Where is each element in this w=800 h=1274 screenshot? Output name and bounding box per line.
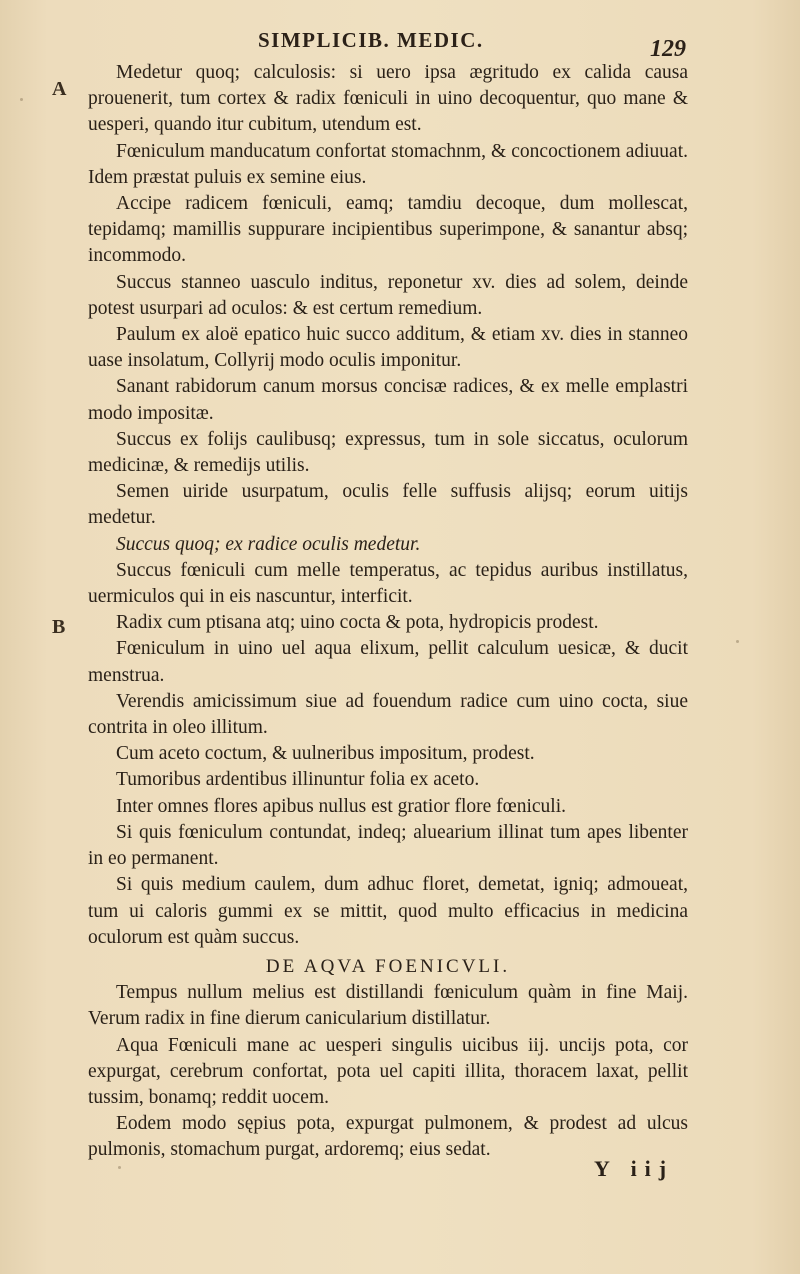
paper-speck	[118, 1166, 121, 1169]
paper-speck	[736, 640, 739, 643]
paragraph-16: Inter omnes flores apibus nullus est gratior flore fœniculi.	[116, 795, 567, 817]
paragraph-2: Fœniculum manducatum confortat stomachnm, & concoctionem adiuuat. Idem præstat puluis ex semine eius.	[88, 140, 688, 188]
paragraph-18: Si quis medium caulem, dum adhuc floret, demetat, igniq; admoueat, tum ui caloris gummi ex se mittit, quod multo efficacius in medicina oculorum est quàm succus.	[88, 874, 688, 948]
paragraph-11: Radix cum ptisana atq; uino cocta & pota, hydropicis prodest.	[116, 612, 599, 634]
paragraph-6: Sanant rabidorum canum morsus concisæ radices, & ex melle emplastri modo impositæ.	[88, 376, 688, 424]
body-text	[88, 60, 688, 1164]
paragraph-1: Medetur quoq; calculosis: si uero ipsa ægritudo ex calida causa prouenerit, tum cortex & radix fœniculi in uino decoquentur, quo mane & uesperi, quando itur cubitum, utendum est.	[88, 62, 688, 136]
margin-marker-b: B	[52, 616, 66, 638]
paragraph-7: Succus ex folijs caulibusq; expressus, tum in sole siccatus, oculorum medicinæ, & remedijs utilis.	[88, 428, 688, 477]
page-footer	[0, 1156, 800, 1196]
paragraph-10: Succus fœniculi cum melle temperatus, ac tepidus auribus instillatus, uermiculos qui in eis nascuntur, interficit.	[88, 559, 688, 608]
paragraph-17: Si quis fœniculum contundat, indeq; aluearium illinat tum apes libenter in eo permanent.	[88, 821, 688, 870]
paragraph-3: Accipe radicem fœniculi, eamq; tamdiu decoque, dum mollescat, tepidamq; mamillis suppurare incipientibus superimpone, & sanantur absq; incommodo.	[88, 193, 688, 267]
paragraph-14: Cum aceto coctum, & uulneribus impositum, prodest.	[116, 743, 535, 765]
paragraph-20: Aqua Fœniculi mane ac uesperi singulis uicibus iij. uncijs pota, cor expurgat, cerebrum confortat, pota uel capiti illita, thoracem laxat, pellit tussim, bonamq; reddit uocem.	[88, 1034, 688, 1108]
margin-marker-a: A	[52, 78, 67, 100]
page-number: 129	[650, 36, 686, 62]
paragraph-9: Succus quoq; ex radice oculis medetur.	[116, 533, 421, 555]
paper-speck	[20, 98, 23, 101]
paragraph-5: Paulum ex aloë epatico huic succo additum, & etiam xv. dies in stanneo uase insolatum, Collyrij modo oculis imponitur.	[88, 324, 688, 372]
paragraph-8: Semen uiride usurpatum, oculis felle suffusis alijsq; eorum uitijs medetur.	[88, 481, 688, 529]
page-header	[0, 22, 800, 62]
paragraph-12: Fœniculum in uino uel aqua elixum, pellit calculum uesicæ, & ducit menstrua.	[88, 638, 688, 686]
paragraph-13: Verendis amicissimum siue ad fouendum radice cum uino cocta, siue contrita in oleo illitum.	[88, 690, 688, 739]
signature-mark: Y iij	[594, 1156, 675, 1181]
running-head: SIMPLICIB. MEDIC.	[258, 28, 484, 52]
section-heading: DE AQVA FOENICVLI.	[265, 955, 511, 977]
paragraph-15: Tumoribus ardentibus illinuntur folia ex aceto.	[116, 769, 480, 791]
paragraph-4: Succus stanneo uasculo inditus, reponetur xv. dies ad solem, deinde potest usurpari ad oculos: & est certum remedium.	[88, 271, 688, 319]
paragraph-19: Tempus nullum melius est distillandi fœniculum quàm in fine Maij. Verum radix in fine dierum canicularium distillatur.	[88, 982, 688, 1030]
paragraph-21: Eodem modo sępius pota, expurgat pulmonem, & prodest ad ulcus pulmonis, stomachum purgat, ardoremq; eius sedat.	[88, 1113, 688, 1161]
